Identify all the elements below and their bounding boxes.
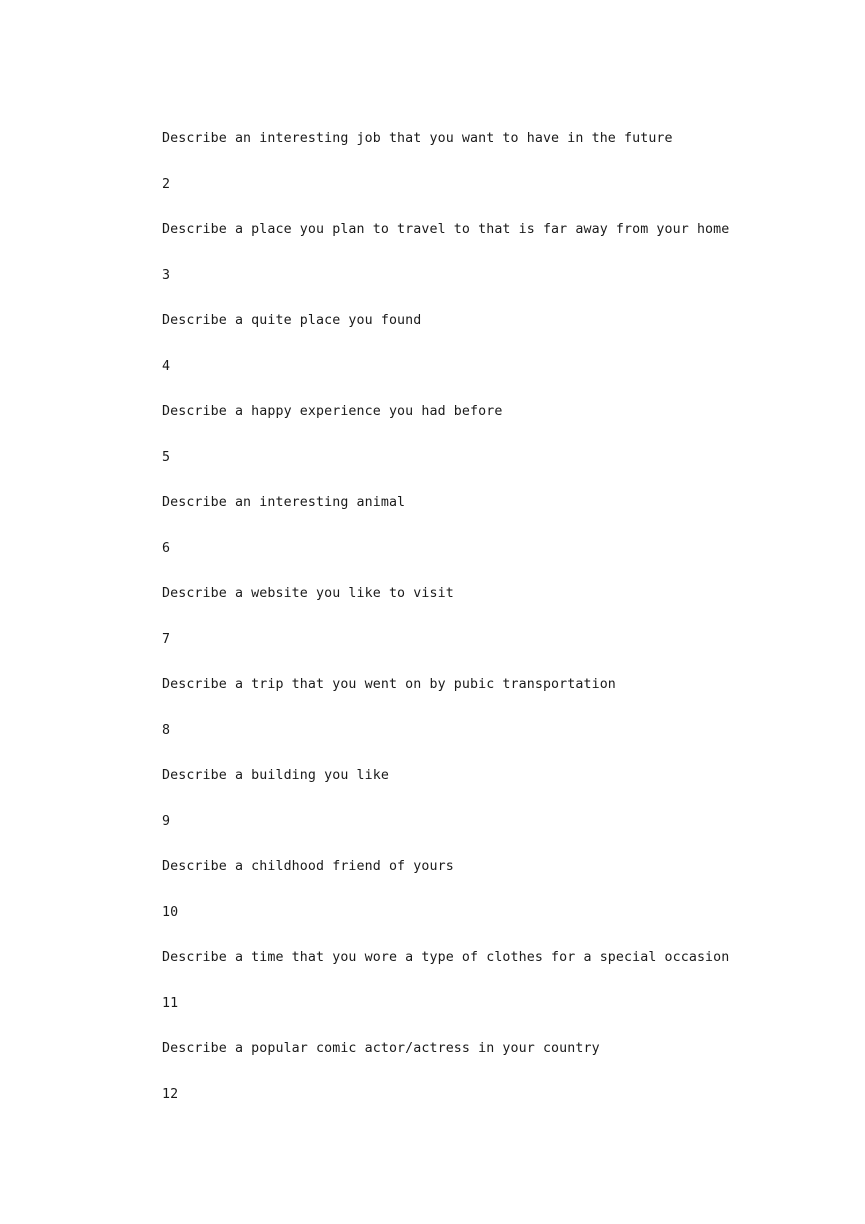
topic-number: 3 [162, 267, 171, 283]
topic-text: Describe a popular comic actor/actress in your country [162, 1041, 600, 1056]
topic-number: 7 [162, 631, 171, 647]
topic-text: Describe an interesting job that you want to have in the future [162, 131, 673, 146]
topic-list [162, 130, 782, 1131]
topic-number: 11 [162, 995, 179, 1011]
topic-text: Describe a trip that you went on by pubic transportation [162, 677, 616, 692]
topic-text: Describe a childhood friend of yours [162, 859, 454, 874]
topic-text: Describe an interesting animal [162, 495, 406, 510]
topic-text: Describe a website you like to visit [162, 586, 454, 601]
topic-number: 4 [162, 358, 171, 374]
topic-number: 6 [162, 540, 171, 556]
topic-number: 12 [162, 1086, 179, 1102]
topic-number: 2 [162, 176, 171, 192]
topic-number: 8 [162, 722, 171, 738]
topic-text: Describe a time that you wore a type of clothes for a special occasion [162, 950, 730, 965]
topic-text: Describe a place you plan to travel to that is far away from your home [162, 222, 730, 237]
topic-text: Describe a happy experience you had before [162, 404, 503, 419]
topic-number: 9 [162, 813, 171, 829]
topic-number: 5 [162, 449, 171, 465]
topic-text: Describe a quite place you found [162, 313, 422, 328]
topic-number: 10 [162, 904, 179, 920]
topic-text: Describe a building you like [162, 768, 389, 783]
